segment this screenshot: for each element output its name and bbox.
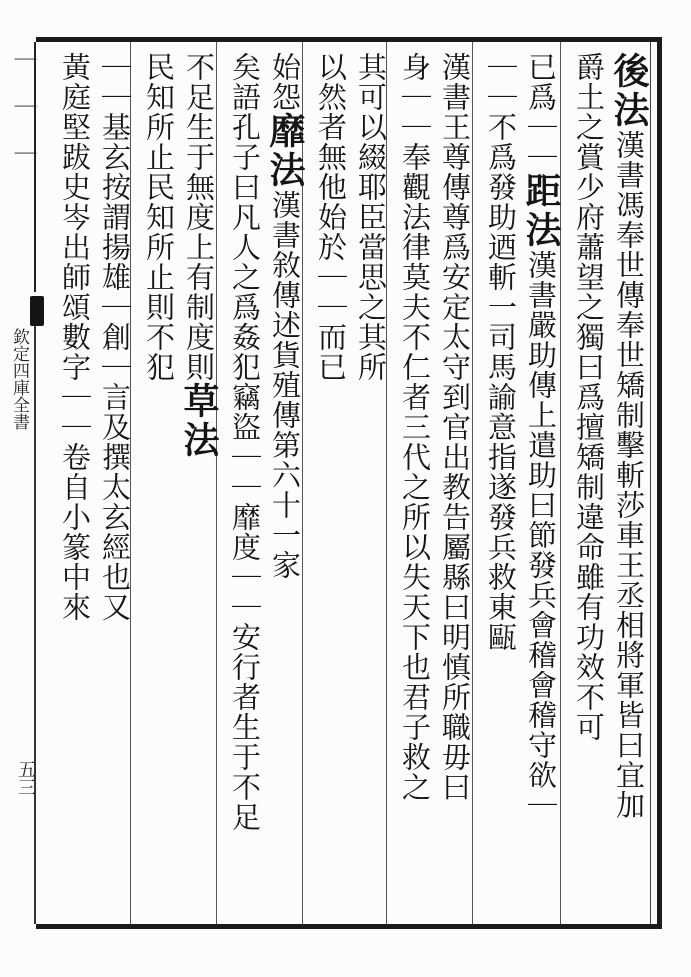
column-heading: 後法 [608,52,650,130]
frame-right-border [657,37,662,929]
text-column [136,52,178,920]
column-text: 已爲｜｜ [524,52,558,172]
text-column [606,52,648,920]
text-column [308,52,350,920]
text-column [92,52,134,920]
frame-bottom-border [36,924,662,929]
column-text: 漢書王尊傳尊爲安定太守到官出教告屬縣曰明慎所職毋曰 [438,52,472,802]
column-text: ｜｜基玄按謂揚雄｜創｜言及撰太玄經也又 [98,52,132,622]
column-text: 民知所止民知所止則不犯 [142,52,176,382]
column-text: 其可以綴耶臣當思之其所 [354,52,388,382]
text-column [432,52,474,920]
fishtail-mark [30,296,44,326]
text-column [348,52,390,920]
column-text: 不足生于無度上有制度則 [182,52,216,382]
margin-top-glyphs: ｜ ｜ ｜ [11,48,36,164]
column-text: 漢書嚴助傳上遣助曰節發兵會稽會稽守欲｜ [524,250,558,820]
text-column [392,52,434,920]
column-text: 漢書敘傳述貨殖傳第六十一家 [268,190,302,580]
column-heading: 距法 [520,172,562,250]
column-text: 漢書馮奉世傳奉世矯制擊斬莎車王丞相將軍皆曰宜加 [612,130,646,820]
frame-inner-line [650,42,651,924]
column-text: 以然者無他始於｜｜而已 [314,52,348,382]
text-column [566,52,608,920]
margin-rule-lower [34,320,36,924]
column-text: 始怨 [268,52,302,112]
margin-book-title: 欽定四庫全書 [9,328,29,430]
text-column [518,52,560,920]
text-column [222,52,264,920]
column-heading: 靡法 [264,112,306,190]
column-heading: 草法 [178,382,220,460]
text-column [52,52,94,920]
column-text: 爵土之賞少府蕭望之獨曰爲擅矯制違命雖有功效不可 [572,52,606,742]
text-column [176,52,218,920]
column-text: 黃庭堅跋史岑出師頌數字｜｜卷自小篆中來 [58,52,92,622]
page-number: 五三 [15,760,36,796]
column-text: 身｜｜奉觀法律莫夫不仁者三代之所以失天下也君子救之 [398,52,432,802]
text-column [478,52,520,920]
column-text: 矣語孔子曰凡人之爲姦犯竊盜｜｜靡度｜｜安行者生于不足 [228,52,262,832]
text-column [262,52,304,920]
column-text: ｜｜不爲發助迺斬一司馬諭意指遂發兵救東甌 [484,52,518,652]
